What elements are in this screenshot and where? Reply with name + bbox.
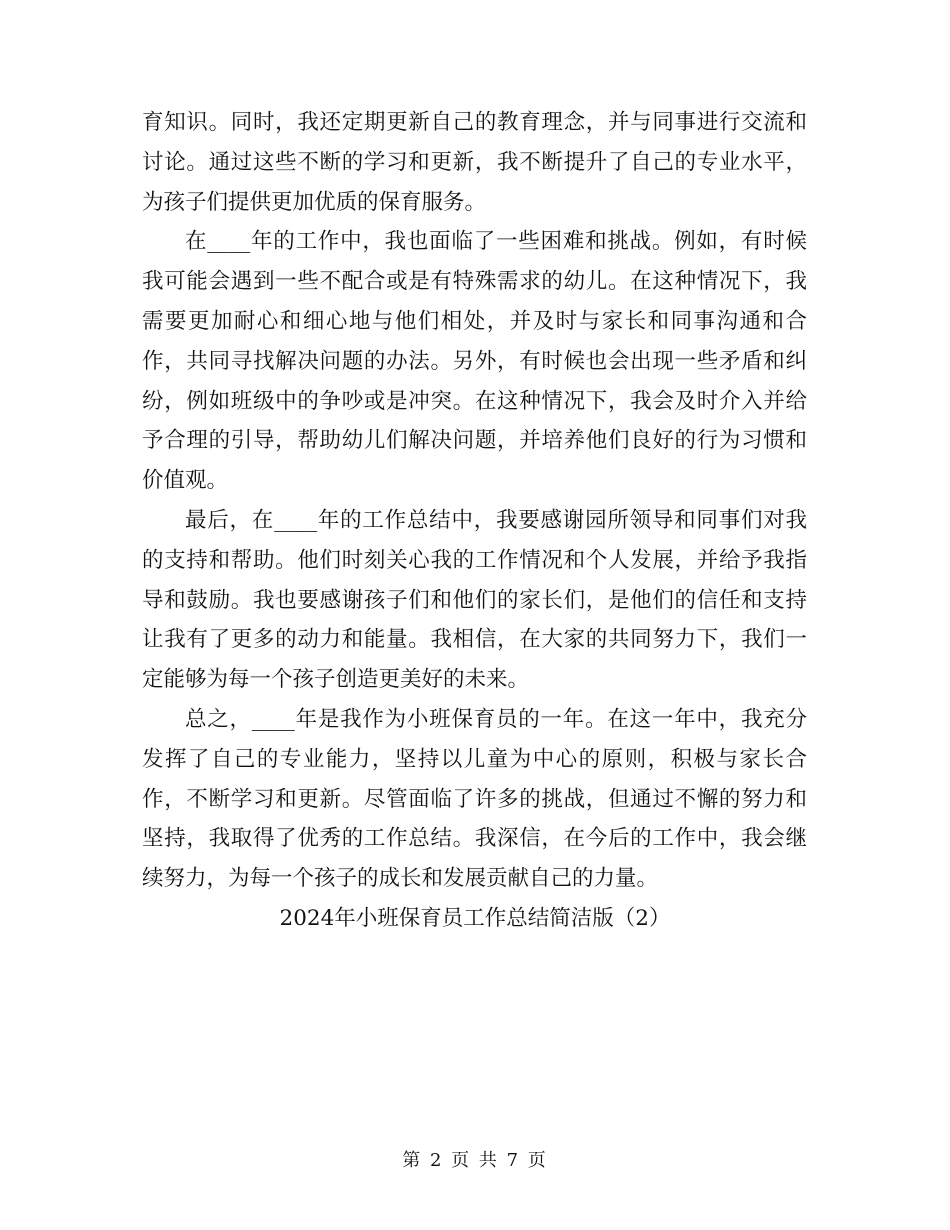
paragraph-summary: 总之，____年是我作为小班保育员的一年。在这一年中，我充分发挥了自己的专业能力，坚持以儿童为中心的原则，积极与家长合作，不断学习和更新。尽管面临了许多的挑战，但通过不懈的努力和坚持，我取得了优秀的工作总结。我深信，在今后的工作中，我会继续努力，为每一个孩子的成长和发展贡献自己的力量。	[142, 706, 807, 892]
paragraph-challenges: 在____年的工作中，我也面临了一些困难和挑战。例如，有时候我可能会遇到一些不配合或是有特殊需求的幼儿。在这种情况下，我需要更加耐心和细心地与他们相处，并及时与家长和同事沟通和合作，共同寻找解决问题的办法。另外，有时候也会出现一些矛盾和纠纷，例如班级中的争吵或是冲突。在这种情况下，我会及时介入并给予合理的引导，帮助幼儿们解决问题，并培养他们良好的行为习惯和价值观。	[142, 229, 807, 494]
paragraph-thanks: 最后，在____年的工作总结中，我要感谢园所领导和同事们对我的支持和帮助。他们时刻关心我的工作情况和个人发展，并给予我指导和鼓励。我也要感谢孩子们和他们的家长们，是他们的信任和支持让我有了更多的动力和能量。我相信，在大家的共同努力下，我们一定能够为每一个孩子创造更美好的未来。	[142, 507, 807, 693]
page-footer: 第 2 页 共 7 页	[402, 1150, 548, 1171]
section-heading: 2024年小班保育员工作总结简洁版（2）	[279, 906, 671, 931]
document-body	[142, 103, 807, 899]
paragraph-continued: 育知识。同时，我还定期更新自己的教育理念，并与同事进行交流和讨论。通过这些不断的学习和更新，我不断提升了自己的专业水平，为孩子们提供更加优质的保育服务。	[142, 110, 807, 215]
